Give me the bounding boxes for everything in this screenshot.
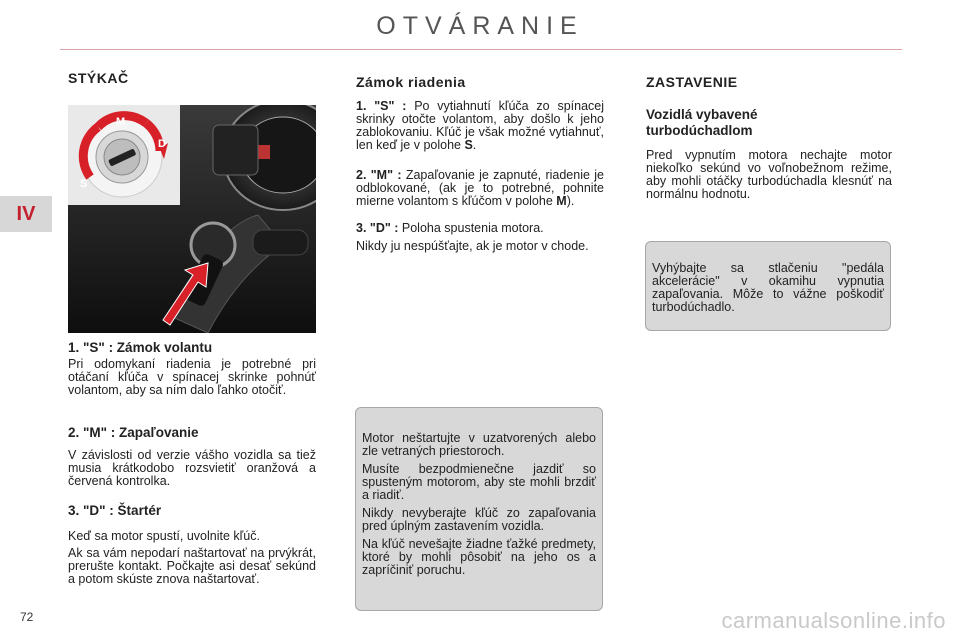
steering-item-m-text: Zapaľovanie je zapnuté, riadenie je odblokované, (ak je to potrebné, pohnite mierne volantom s kľúčom v polohe: [356, 168, 604, 208]
page-title: OTVÁRANIE: [376, 12, 584, 40]
steering-warning-text: Nikdy ju nespúšťajte, ak je motor v chode.: [356, 239, 589, 253]
engine-warning-box: [355, 407, 603, 611]
engine-warning-3: Nikdy nevyberajte kľúč zo zapaľovania pred úplným zastavením vozidla.: [362, 506, 596, 533]
steering-item-s-position: S: [464, 138, 473, 152]
turbo-warning-text: Vyhýbajte sa stlačeniu "pedála akcelerácie" v okamihu vypnutia zapaľovania. Môže to vážne poškodiť turbodúchadlo.: [652, 261, 884, 314]
marking-s: S: [80, 178, 88, 190]
steering-item-m: [356, 169, 604, 208]
steering-item-s-end: .: [472, 138, 477, 152]
section-title-m: 2. "M" : Zapaľovanie: [68, 425, 199, 440]
marking-d: D: [158, 138, 166, 150]
ignition-illustration: [68, 105, 316, 333]
section-title-s: 1. "S" : Zámok volantu: [68, 340, 213, 355]
engine-warning-1: Motor neštartujte v uzatvorených alebo zle vetraných priestoroch.: [362, 431, 596, 458]
chapter-tab: IV: [0, 196, 52, 232]
section-title-d: 3. "D" : Štartér: [68, 503, 162, 518]
marking-m: M: [116, 116, 126, 128]
ignition-photo: [68, 105, 316, 333]
section-heading-ignition: STÝKAČ: [68, 70, 129, 86]
engine-warning-4: Na kľúč nevešajte žiadne ťažké predmety, ktoré by mohli pôsobiť na jeho os a zapríčiniť poruchu.: [362, 537, 596, 577]
steering-item-m-position: M: [556, 194, 567, 208]
section-text-s: Pri odomykaní riadenia je potrebné pri otáčaní kľúča v spínacej skrinke pohnúť volantom, aby sa ním dalo ľahko otočiť.: [68, 357, 316, 397]
steering-item-s-text: Po vytiahnutí kľúča zo spínacej skrinky otočte volantom, aby došlo k jeho zablokovaniu. Kľúč je však možné vytiahnuť, len keď je v polohe: [356, 99, 604, 152]
section-text-d-1: Keď sa motor spustí, uvolnite kľúč.: [68, 529, 260, 543]
turbo-text: Pred vypnutím motora nechajte motor niekoľko sekúnd vo voľnobežnom režime, aby mohli otáčky turbodúchadla klesnúť na normálnu hodnotu.: [646, 148, 892, 201]
steering-item-s: [356, 100, 604, 152]
steering-item-s-label: 1. "S" :: [356, 99, 407, 113]
page-number: 72: [20, 610, 34, 624]
turbo-warning-box: [645, 241, 891, 331]
steering-item-m-label: 2. "M" :: [356, 168, 402, 182]
steering-item-d: [356, 222, 604, 235]
section-heading-steering-lock: Zámok riadenia: [356, 74, 466, 90]
section-subheading-turbo: Vozidlá vybavené turbodúchadlom: [646, 107, 758, 138]
watermark: carmanualsonline.info: [721, 608, 946, 633]
steering-item-d-label: 3. "D" :: [356, 221, 399, 235]
engine-warning-2: Musíte bezpodmienečne jazdiť so spusteným motorom, aby ste mohli brzdiť a riadiť.: [362, 462, 596, 502]
section-text-m: V závislosti od verzie vášho vozidla sa tiež musia krátkodobo rozsvietiť oranžová a červená kontrolka.: [68, 448, 316, 488]
section-heading-stopping: ZASTAVENIE: [646, 74, 738, 90]
steering-item-d-text: Poloha spustenia motora.: [398, 221, 544, 235]
title-divider: [60, 49, 902, 50]
steering-item-m-end: ).: [566, 194, 575, 208]
section-text-d-2: Ak sa vám nepodarí naštartovať na prvýkrát, prerušte kontakt. Počkajte asi desať sekúnd a potom skúste znova naštartovať.: [68, 546, 316, 586]
